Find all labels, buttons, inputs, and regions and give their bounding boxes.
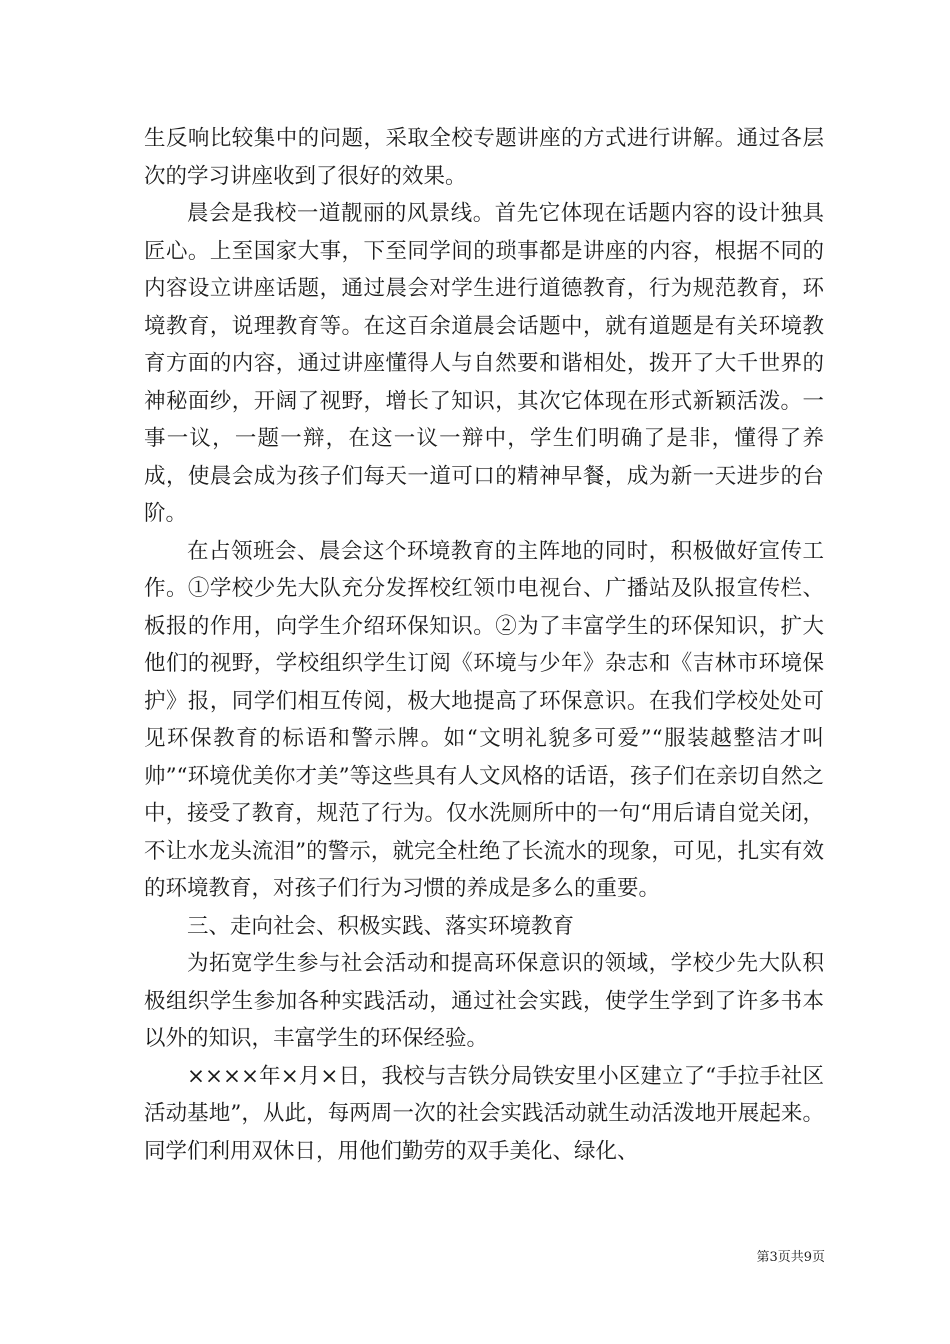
- paragraph-morning-meeting: 晨会是我校一道靓丽的风景线。首先它体现在话题内容的设计独具匠心。上至国家大事，下至同学间的琐事都是讲座的内容，根据不同的内容设立讲座话题，通过晨会对学生进行道德教育，行为规范教育，环境教育，说理教育等。在这百余道晨会话题中，就有道题是有关环境教育方面的内容，通过讲座懂得人与自然要和谐相处，拨开了大千世界的神秘面纱，开阔了视野，增长了知识，其次它体现在形式新颖活泼。一事一议，一题一辩，在这一议一辩中，学生们明确了是非，懂得了养成，使晨会成为孩子们每天一道可口的精神早餐，成为新一天进步的台阶。: [144, 201, 824, 526]
- paragraph-community-base: ××××年×月×日，我校与吉铁分局铁安里小区建立了“手拉手社区活动基地”，从此，每两周一次的社会实践活动就生动活泼地开展起来。同学们利用双休日，用他们勤劳的双手美化、绿化、: [144, 1063, 824, 1164]
- section-heading-three: 三、走向社会、积极实践、落实环境教育: [187, 913, 575, 939]
- paragraph-social-practice: 为拓宽学生参与社会活动和提高环保意识的领域，学校少先大队积极组织学生参加各种实践活动，通过社会实践，使学生学到了许多书本以外的知识，丰富学生的环保经验。: [144, 951, 824, 1051]
- paragraph-continuation: 生反响比较集中的问题，采取全校专题讲座的方式进行讲解。通过各层次的学习讲座收到了很好的效果。: [144, 126, 824, 189]
- page-number-footer: 第3页共9页: [756, 1250, 825, 1265]
- paragraph-publicity-work: 在占领班会、晨会这个环境教育的主阵地的同时，积极做好宣传工作。①学校少先大队充分发挥校红领巾电视台、广播站及队报宣传栏、板报的作用，向学生介绍环保知识。②为了丰富学生的环保知识，扩大他们的视野，学校组织学生订阅《环境与少年》杂志和《吉林市环境保护》报，同学们相互传阅，极大地提高了环保意识。在我们学校处处可见环保教育的标语和警示牌。如“文明礼貌多可爱”“服装越整洁才叫帅”“环境优美你才美”等这些具有人文风格的话语，孩子们在亲切自然之中，接受了教育，规范了行为。仅水洗厕所中的一句“用后请自觉关闭，不让水龙头流泪”的警示，就完全杜绝了长流水的现象，可见，扎实有效的环境教育，对孩子们行为习惯的养成是多么的重要。: [144, 538, 824, 901]
- document-body: [144, 120, 824, 1170]
